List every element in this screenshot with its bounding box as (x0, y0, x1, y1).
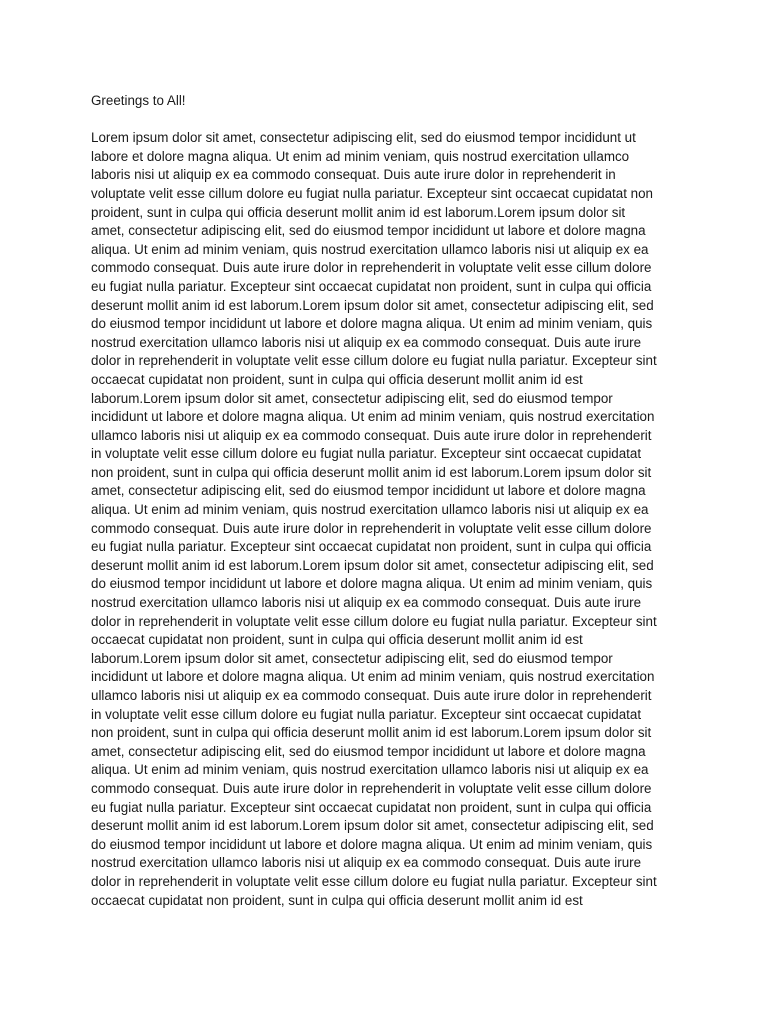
body-text-line: dolor in reprehenderit in voluptate velit esse cillum dolore eu fugiat nulla pariatur. Excepteur sint (91, 873, 657, 889)
body-text-line: amet, consectetur adipiscing elit, sed do eiusmod tempor incididunt ut labore et dolore magna (91, 223, 646, 239)
body-text-line: laboris nisi ut aliquip ex ea commodo consequat. Duis aute irure dolor in reprehenderit in (91, 167, 616, 183)
body-text-line: deserunt mollit anim id est laborum.Lorem ipsum dolor sit amet, consectetur adipiscing elit, sed (91, 557, 654, 573)
body-text-line: in voluptate velit esse cillum dolore eu fugiat nulla pariatur. Excepteur sint occaecat cupidatat (91, 706, 642, 722)
body-text-line: proident, sunt in culpa qui officia deserunt mollit anim id est laborum.Lorem ipsum dolor sit (91, 204, 626, 220)
body-text-line: occaecat cupidatat non proident, sunt in culpa qui officia deserunt mollit anim id est (91, 632, 583, 648)
greeting-heading: Greetings to All! (91, 93, 186, 108)
paragraph-spacer (91, 111, 675, 130)
document-content (91, 92, 675, 910)
body-text-line: nostrud exercitation ullamco laboris nisi ut aliquip ex ea commodo consequat. Duis aute irure (91, 855, 642, 871)
body-text-line: nostrud exercitation ullamco laboris nisi ut aliquip ex ea commodo consequat. Duis aute irure (91, 334, 642, 350)
body-text-line: laborum.Lorem ipsum dolor sit amet, consectetur adipiscing elit, sed do eiusmod tempor (91, 390, 613, 406)
body-text-line: nostrud exercitation ullamco laboris nisi ut aliquip ex ea commodo consequat. Duis aute irure (91, 595, 642, 611)
body-text-line: occaecat cupidatat non proident, sunt in culpa qui officia deserunt mollit anim id est (91, 892, 583, 908)
body-text-line: incididunt ut labore et dolore magna aliqua. Ut enim ad minim veniam, quis nostrud exercitation (91, 409, 655, 425)
body-text-line: deserunt mollit anim id est laborum.Lorem ipsum dolor sit amet, consectetur adipiscing elit, sed (91, 297, 654, 313)
body-text-line: commodo consequat. Duis aute irure dolor in reprehenderit in voluptate velit esse cillum dolore (91, 520, 652, 536)
body-text-line: do eiusmod tempor incididunt ut labore et dolore magna aliqua. Ut enim ad minim veniam, quis (91, 836, 653, 852)
body-text-line: in voluptate velit esse cillum dolore eu fugiat nulla pariatur. Excepteur sint occaecat cupidatat (91, 446, 642, 462)
body-text-line: eu fugiat nulla pariatur. Excepteur sint occaecat cupidatat non proident, sunt in culpa qui officia (91, 278, 652, 294)
body-text-line: dolor in reprehenderit in voluptate velit esse cillum dolore eu fugiat nulla pariatur. Excepteur sint (91, 613, 657, 629)
body-text-line: amet, consectetur adipiscing elit, sed do eiusmod tempor incididunt ut labore et dolore magna (91, 483, 646, 499)
body-text-line: occaecat cupidatat non proident, sunt in culpa qui officia deserunt mollit anim id est (91, 371, 583, 387)
body-text-line: do eiusmod tempor incididunt ut labore et dolore magna aliqua. Ut enim ad minim veniam, quis (91, 576, 653, 592)
body-text-line: aliqua. Ut enim ad minim veniam, quis nostrud exercitation ullamco laboris nisi ut aliquip ex ea (91, 241, 649, 257)
body-text-line: aliqua. Ut enim ad minim veniam, quis nostrud exercitation ullamco laboris nisi ut aliquip ex ea (91, 502, 649, 518)
body-text-line: labore et dolore magna aliqua. Ut enim ad minim veniam, quis nostrud exercitation ullamco (91, 148, 630, 164)
body-text-line: voluptate velit esse cillum dolore eu fugiat nulla pariatur. Excepteur sint occaecat cupidatat non (91, 185, 653, 201)
body-text-line: non proident, sunt in culpa qui officia deserunt mollit anim id est laborum.Lorem ipsum dolor sit (91, 725, 652, 741)
body-text-line: incididunt ut labore et dolore magna aliqua. Ut enim ad minim veniam, quis nostrud exercitation (91, 669, 655, 685)
body-text-line: laborum.Lorem ipsum dolor sit amet, consectetur adipiscing elit, sed do eiusmod tempor (91, 650, 613, 666)
body-text-line: eu fugiat nulla pariatur. Excepteur sint occaecat cupidatat non proident, sunt in culpa qui officia (91, 799, 652, 815)
body-text-line: amet, consectetur adipiscing elit, sed do eiusmod tempor incididunt ut labore et dolore magna (91, 743, 646, 759)
body-paragraph (91, 129, 675, 910)
body-text-line: aliqua. Ut enim ad minim veniam, quis nostrud exercitation ullamco laboris nisi ut aliquip ex ea (91, 762, 649, 778)
body-text-line: ullamco laboris nisi ut aliquip ex ea commodo consequat. Duis aute irure dolor in reprehenderit (91, 688, 652, 703)
body-text-line: commodo consequat. Duis aute irure dolor in reprehenderit in voluptate velit esse cillum dolore (91, 260, 652, 276)
body-text-line: non proident, sunt in culpa qui officia deserunt mollit anim id est laborum.Lorem ipsum dolor sit (91, 464, 652, 480)
body-text-line: ullamco laboris nisi ut aliquip ex ea commodo consequat. Duis aute irure dolor in reprehenderit (91, 427, 652, 443)
body-text-line: dolor in reprehenderit in voluptate velit esse cillum dolore eu fugiat nulla pariatur. Excepteur sint (91, 353, 657, 369)
body-text-line: Lorem ipsum dolor sit amet, consectetur adipiscing elit, sed do eiusmod tempor incididunt ut (91, 130, 636, 146)
body-text-line: do eiusmod tempor incididunt ut labore et dolore magna aliqua. Ut enim ad minim veniam, quis (91, 316, 653, 332)
body-text-line: deserunt mollit anim id est laborum.Lorem ipsum dolor sit amet, consectetur adipiscing elit, sed (91, 818, 654, 834)
body-text-line: eu fugiat nulla pariatur. Excepteur sint occaecat cupidatat non proident, sunt in culpa qui officia (91, 539, 652, 555)
body-text-line: commodo consequat. Duis aute irure dolor in reprehenderit in voluptate velit esse cillum dolore (91, 780, 652, 796)
